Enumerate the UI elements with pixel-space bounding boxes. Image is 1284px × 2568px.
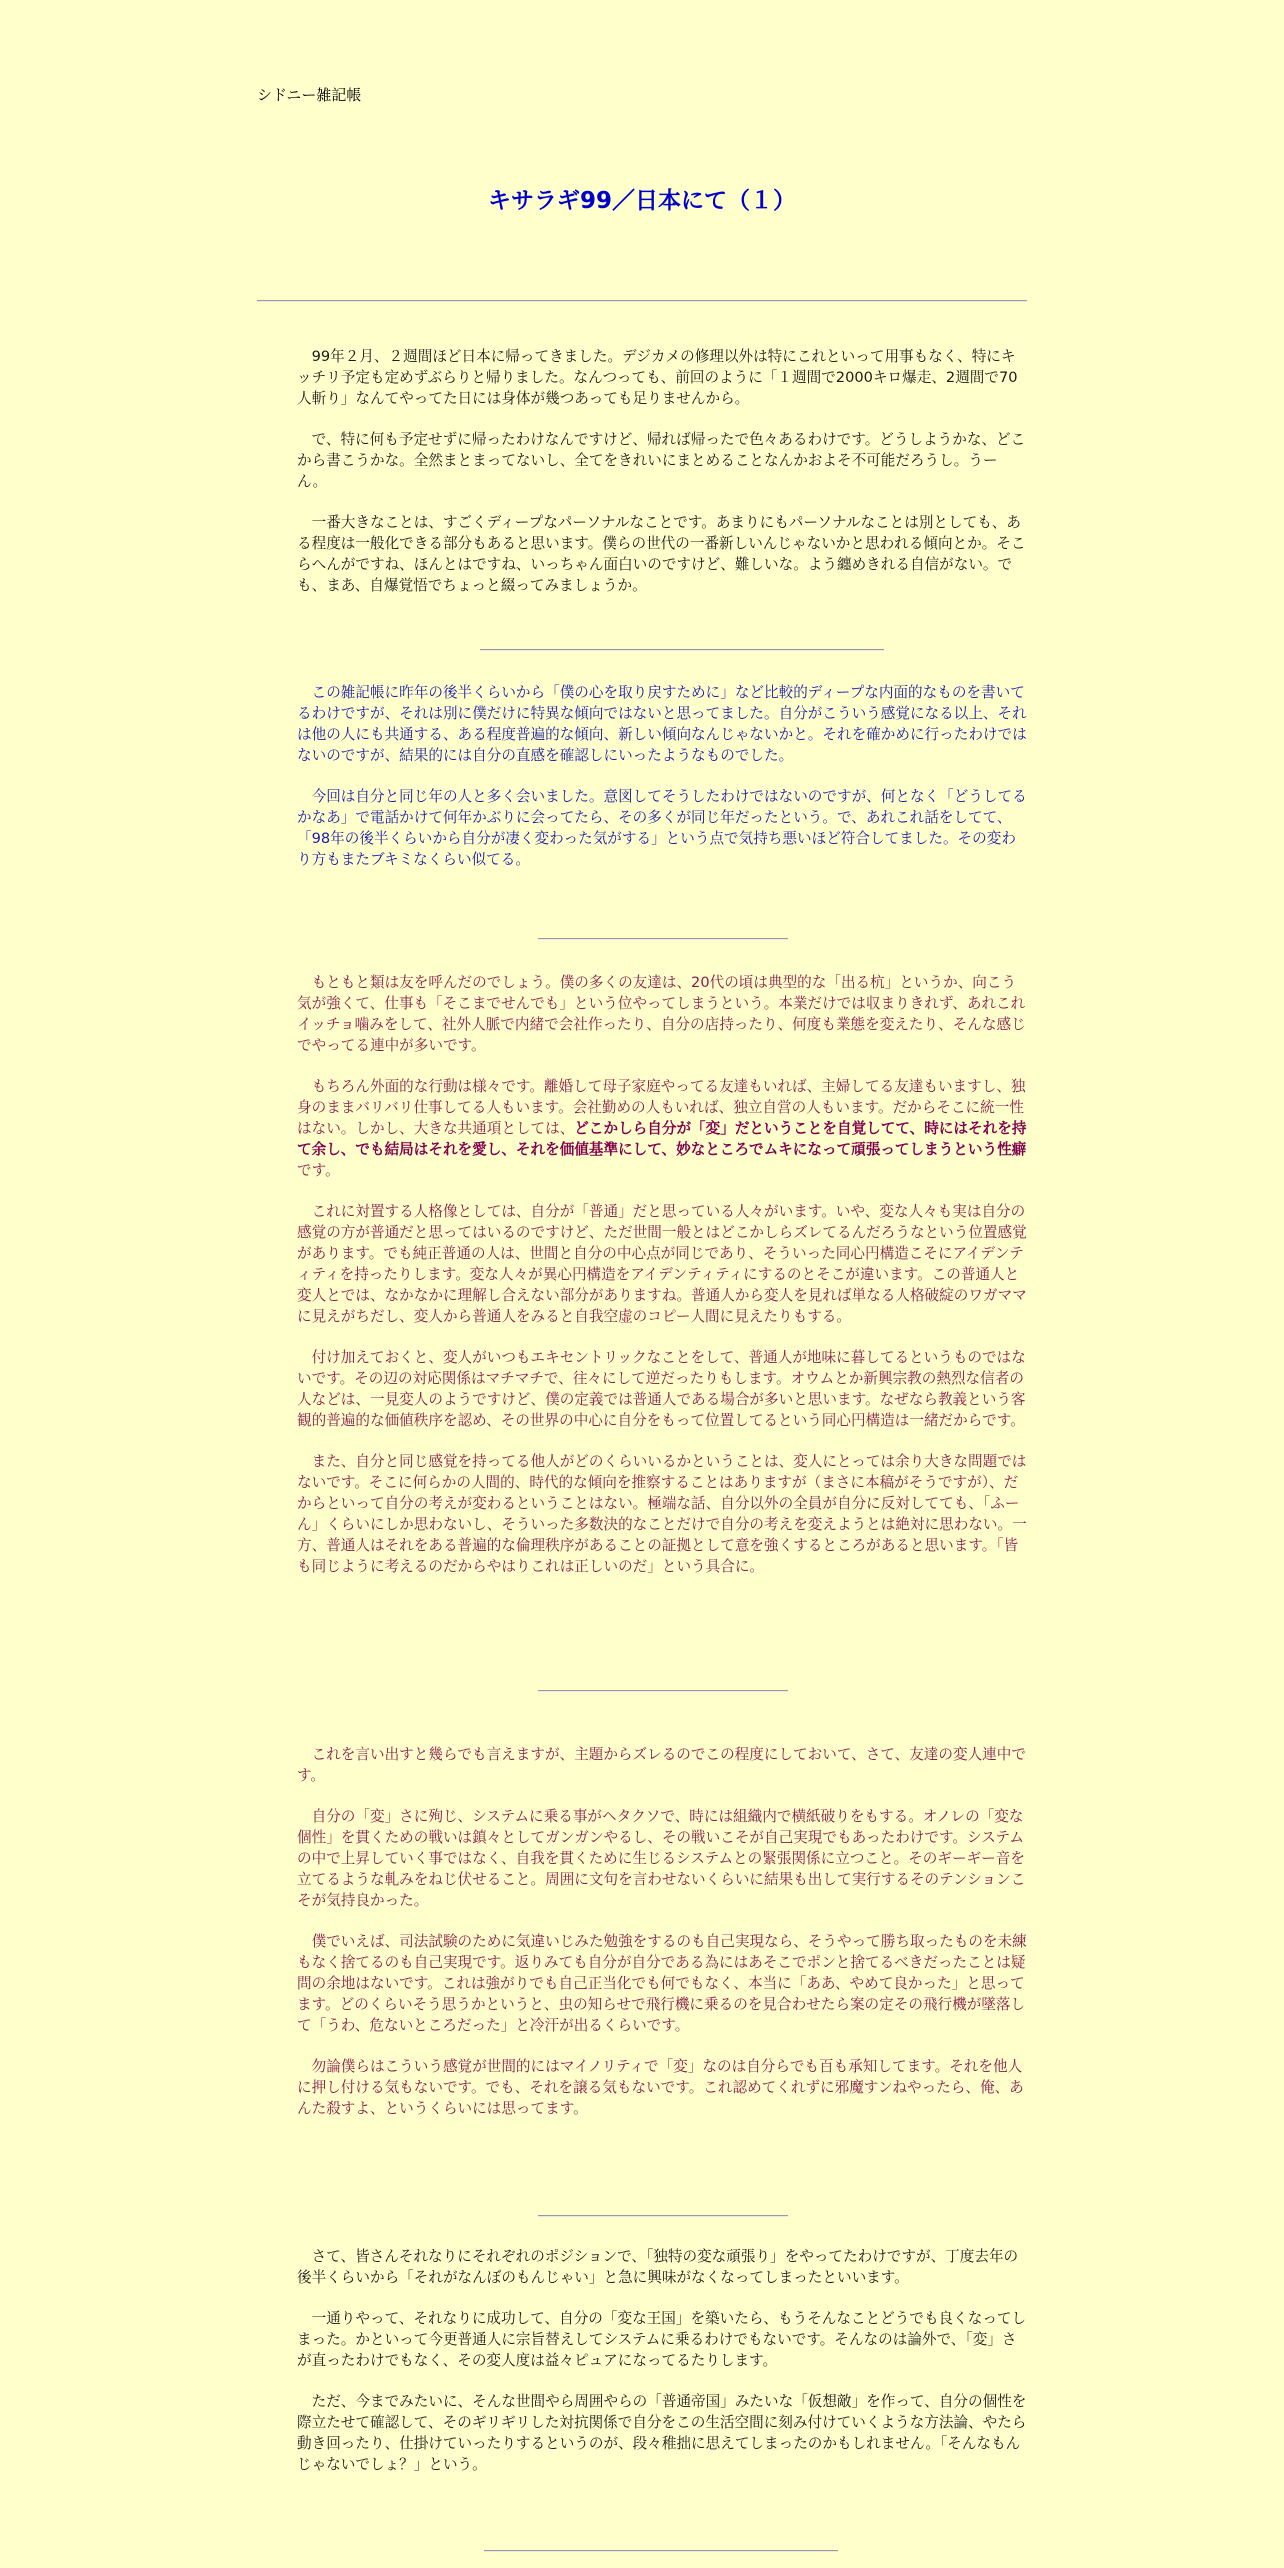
paragraph: もともと類は友を呼んだのでしょう。僕の多くの友達は、20代の頃は典型的な「出る杭」というか、向こう気が強くて、仕事も「そこまでせんでも」という位やってしまうという。本業だけでは収まりきれず、あれこれイッチョ噛みをして、社外人脈で内緒で会社作ったり、自分の店持ったり、何度も業態を変えたり、そんな感じでやってる連中が多いです。	[297, 974, 1026, 1054]
divider	[484, 2550, 838, 2552]
paragraph: さて、皆さんそれなりにそれぞれのポジションで、「独特の変な頑張り」をやってたわけですが、丁度去年の後半くらいから「それがなんぼのもんじゃい」と急に興味がなくなってしまったといいます。	[297, 2248, 1019, 2286]
section-2	[297, 682, 1027, 890]
paragraph: この雑記帳に昨年の後半くらいから「僕の心を取り戻すために」など比較的ディープな内面的なものを書いてるわけですが、それは別に僕だけに特異な傾向ではないと思ってました。自分がこういう感覚になる以上、それは他の人にも共通する、ある程度普遍的な傾向、新しい傾向なんじゃないかと。それを確かめに行ったわけではないのですが、結果的には自分の直感を確認しにいったようなものでした。	[297, 684, 1027, 764]
paragraph-text: もちろん外面的な行動は様々です。離婚して母子家庭やってる友達もいれば、主婦してる友達もいますし、独身のままバリバリ仕事してる人もいます。会社勤めの人もいれば、独立自営の人もいます。だからそこに統一性はない。しかし、大きな共通項としては、	[297, 1078, 1026, 1137]
section-4	[297, 1744, 1027, 2139]
divider	[538, 938, 788, 940]
paragraph: 僕でいえば、司法試験のために気違いじみた勉強をするのも自己実現なら、そうやって勝ち取ったものを未練もなく捨てるのも自己実現です。返りみても自分が自分である為にはあそこでポンと捨てるべきだったことは疑問の余地はないです。これは強がりでも自己正当化でも何でもなく、本当に「ああ、やめて良かった」と思ってます。どのくらいそう思うかというと、虫の知らせで飛行機に乗るのを見合わせたら案の定その飛行機が墜落して「うわ、危ないところだった」と冷汗が出るくらいです。	[297, 1933, 1027, 2034]
divider	[538, 2215, 788, 2217]
page-title: キサラギ99／日本にて（１）	[487, 188, 796, 214]
paragraph: これに対置する人格像としては、自分が「普通」だと思っている人々がいます。いや、変な人々も実は自分の感覚の方が普通だと思ってはいるのですけど、ただ世間一般とはどこかしらズレてるんだろうなという位置感覚があります。でも純正普通の人は、世間と自分の中心点が同じであり、そういった同心円構造こそにアイデンティティを持ったりします。変な人々が異心円構造をアイデンティティにするのとそこが違います。この普通人と変人とでは、なかなかに理解し合えない部分がありますね。普通人から変人を見れば単なる人格破綻のワガママに見えがちだし、変人から普通人をみると自我空虚のコピー人間に見えたりもする。	[297, 1203, 1027, 1325]
paragraph: 一番大きなことは、すごくディープなパーソナルなことです。あまりにもパーソナルなことは別としても、ある程度は一般化できる部分もあると思います。僕らの世代の一番新しいんじゃないかと思われる傾向とか。そこらへんがですね、ほんとはですね、いっちゃん面白いのですけど、難しいな。よう纏めきれる自信がない。でも、まあ、自爆覚悟でちょっと綴ってみましょうか。	[297, 514, 1026, 594]
divider-main	[257, 300, 1027, 302]
paragraph: 付け加えておくと、変人がいつもエキセントリックなことをして、普通人が地味に暮してるというものではないです。その辺の対応関係はマチマチで、往々にして逆だったりもします。オウムとか新興宗教の熱烈な信者の人などは、一見変人のようですけど、僕の定義では普通人である場合が多いと思います。なぜなら教義という客観的普遍的な価値秩序を認め、その世界の中心に自分をもって位置してるという同心円構造は一緒だからです。	[297, 1349, 1026, 1429]
section-3	[297, 972, 1027, 1597]
section-5	[297, 2246, 1027, 2495]
paragraph	[297, 1076, 1027, 1181]
paragraph: 自分の「変」さに殉じ、システムに乗る事がヘタクソで、時には組織内で横紙破りをもする。オノレの「変な個性」を貫くための戦いは鎮々としてガンガンやるし、その戦いこそが自己実現でもあったわけです。システムの中で上昇していく事ではなく、自我を貫くために生じるシステムとの緊張関係に立つこと。そのギーギー音を立てるような軋みをねじ伏せること。周囲に文句を言わせないくらいに結果も出して実行するそのテンションこそが気持良かった。	[297, 1808, 1026, 1909]
paragraph: また、自分と同じ感覚を持ってる他人がどのくらいいるかということは、変人にとっては余り大きな問題ではないです。そこに何らかの人間的、時代的な傾向を推察することはありますが（まさに本稿がそうですが）、だからといって自分の考えが変わるということはない。極端な話、自分以外の全員が自分に反対してても、「ふーん」くらいにしか思わないし、そういった多数決的なことだけで自分の考えを変えようとは絶対に思わない。一方、普通人はそれをある普遍的な倫理秩序があることの証拠として意を強くするところがあると思います。「皆も同じように考えるのだからやはりこれは正しいのだ」という具合に。	[297, 1453, 1027, 1575]
paragraph: 勿論僕らはこういう感覚が世間的にはマイノリティで「変」なのは自分らでも百も承知してます。それを他人に押し付ける気もないです。でも、それを譲る気もないです。これ認めてくれずに邪魔すンねやったら、俺、あんた殺すよ、というくらいには思ってます。	[297, 2058, 1024, 2117]
paragraph: 一通りやって、それなりに成功して、自分の「変な王国」を築いたら、もうそんなことどうでも良くなってしまった。かといって今更普通人に宗旨替えしてシステムに乗るわけでもないです。そんなのは論外で、「変」さが直ったわけでもなく、その変人度は益々ピュアになってるたりします。	[297, 2310, 1027, 2369]
divider	[538, 1690, 788, 1692]
paragraph-text: です。	[297, 1162, 340, 1179]
section-1	[297, 346, 1027, 616]
paragraph: 99年２月、２週間ほど日本に帰ってきました。デジカメの修理以外は特にこれといって用事もなく、特にキッチリ予定も定めずぶらりと帰りました。なんつっても、前回のように「１週間で2000キロ爆走、2週間で70人斬り」なんてやってた日には身体が幾つあっても足りませんから。	[297, 348, 1018, 407]
paragraph: これを言い出すと幾らでも言えますが、主題からズレるのでこの程度にしておいて、さて、友達の変人連中です。	[297, 1746, 1026, 1784]
paragraph: 今回は自分と同じ年の人と多く会いました。意図してそうしたわけではないのですが、何となく「どうしてるかなあ」で電話かけて何年かぶりに会ってたら、その多くが同じ年だったという。で、あれこれ話をしてて、「98年の後半くらいから自分が凄く変わった気がする」という点で気持ち悪いほど符合してました。その変わり方もまたブキミなくらい似てる。	[297, 788, 1027, 868]
emphasized-text: どこかしら自分が「変」だということを自覚してて、時にはそれを持て余し、でも結局はそれを愛し、それを価値基準にして、妙なところでムキになって頑張ってしまうという性癖	[297, 1120, 1027, 1158]
paragraph: ただ、今までみたいに、そんな世間やら周囲やらの「普通帝国」みたいな「仮想敵」を作って、自分の個性を際立たせて確認して、そのギリギリした対抗関係で自分をこの生活空間に刻み付けていくような方法論、やたら動き回ったり、仕掛けていったりするというのが、段々稚拙に思えてしまったのかもしれません。「そんなもんじゃないでしょ？」という。	[297, 2393, 1027, 2473]
site-name: シドニー雑記帳	[257, 86, 362, 104]
paragraph: で、特に何も予定せずに帰ったわけなんですけど、帰れば帰ったで色々あるわけです。どうしようかな、どこから書こうかな。全然まとまってないし、全てをきれいにまとめることなんかおよそ不可能だろうし。うーん。	[297, 431, 1026, 490]
divider	[480, 649, 884, 651]
